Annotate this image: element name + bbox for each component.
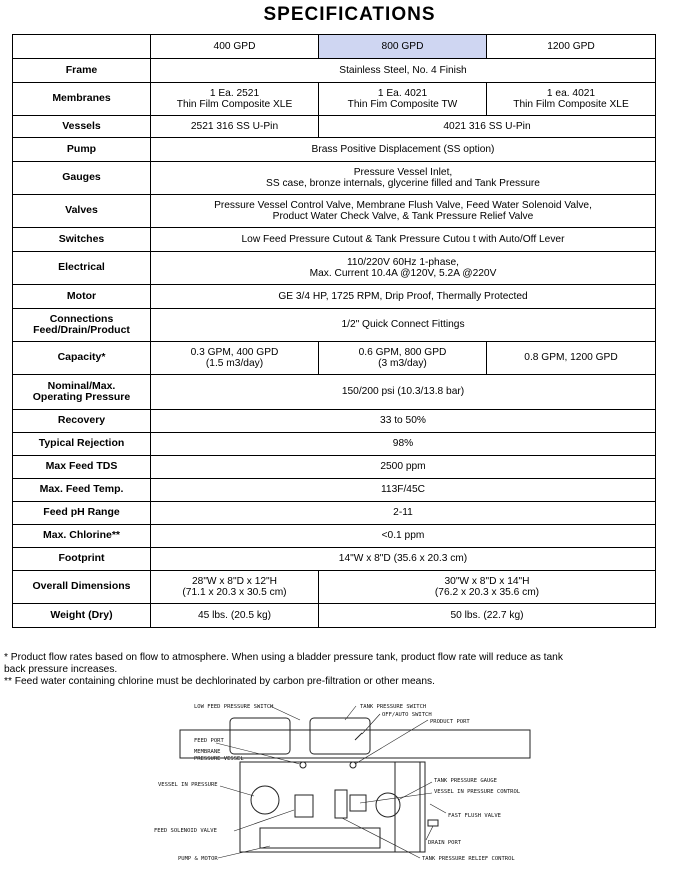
footnotes: [4, 652, 696, 688]
value-line: Max. Current 10.4A @120V, 5.2A @220V: [309, 268, 497, 279]
drain-port-shape: [428, 820, 438, 826]
row-label: Motor: [13, 285, 151, 309]
row-value: Stainless Steel, No. 4 Finish: [151, 59, 656, 83]
value-line: 28"W x 8"D x 12"H: [191, 575, 278, 587]
row-membranes: [13, 83, 656, 116]
tank-pressure-gauge-shape: [376, 793, 400, 817]
row-label: [13, 375, 151, 410]
row-valves: [13, 195, 656, 228]
off-auto-lever-shape: [355, 733, 362, 740]
row-value: 14"W x 8"D (35.6 x 20.3 cm): [151, 548, 656, 571]
label-pressure-vessel: PRESSURE VESSEL: [194, 756, 244, 762]
row-label: Pump: [13, 138, 151, 162]
value-line: 1 ea. 4021: [546, 87, 596, 99]
footnote-chlorine: ** Feed water containing chlorine must be dechlorinated by carbon pre-filtration or other means.: [4, 676, 435, 687]
control-valve-shape: [350, 795, 366, 811]
row-label: Typical Rejection: [13, 433, 151, 456]
footnote-flow-2: back pressure increases.: [4, 664, 118, 675]
row-value: [151, 162, 656, 195]
value-line: (71.1 x 20.3 x 30.5 cm): [182, 587, 287, 598]
membrane-800: [319, 83, 487, 116]
label-line: Operating Pressure: [32, 391, 131, 403]
value-line: 1 Ea. 2521: [209, 87, 260, 99]
header-row: [13, 35, 656, 59]
row-tds: [13, 456, 656, 479]
label-off-auto-switch: OFF/AUTO SWITCH: [382, 712, 432, 718]
row-value: 1/2" Quick Connect Fittings: [151, 309, 656, 342]
row-label: Frame: [13, 59, 151, 83]
value-line: 1 Ea. 4021: [377, 87, 428, 99]
weight-400: 45 lbs. (20.5 kg): [151, 604, 319, 628]
product-port-shape: [350, 762, 356, 768]
row-pressure: [13, 375, 656, 410]
leader-line: [362, 714, 380, 734]
value-line: 30"W x 8"D x 14"H: [444, 575, 530, 587]
label-tank-gauge: TANK PRESSURE GAUGE: [434, 778, 497, 784]
row-footprint: [13, 548, 656, 571]
row-value: [151, 252, 656, 285]
label-fast-flush: FAST FLUSH VALVE: [448, 813, 501, 819]
row-pump: [13, 138, 656, 162]
row-value: [151, 195, 656, 228]
leader-line: [355, 720, 428, 764]
leader-line: [360, 793, 432, 803]
row-label: Gauges: [13, 162, 151, 195]
membrane-400: [151, 83, 319, 116]
value-line: Pressure Vessel Control Valve, Membrane Flush Valve, Feed Water Solenoid Valve,: [214, 199, 592, 211]
row-switches: [13, 228, 656, 252]
leader-line: [220, 786, 254, 796]
row-vessels: [13, 116, 656, 138]
row-ph: [13, 502, 656, 525]
row-capacity: [13, 342, 656, 375]
weight-800-1200: 50 lbs. (22.7 kg): [319, 604, 656, 628]
row-label: Membranes: [13, 83, 151, 116]
value-line: Pressure Vessel Inlet,: [353, 166, 453, 178]
row-recovery: [13, 410, 656, 433]
row-label: Switches: [13, 228, 151, 252]
header-400gpd: 400 GPD: [151, 35, 319, 59]
specifications-table: [12, 34, 656, 628]
dimensions-800-1200: [319, 571, 656, 604]
value-line: Product Water Check Valve, & Tank Pressure Relief Valve: [272, 211, 534, 222]
value-line: (76.2 x 20.3 x 35.6 cm): [434, 587, 540, 598]
row-label: Max Feed TDS: [13, 456, 151, 479]
label-vessel-control: VESSEL IN PRESSURE CONTROL: [434, 789, 521, 795]
row-label: Weight (Dry): [13, 604, 151, 628]
row-value: 150/200 psi (10.3/13.8 bar): [151, 375, 656, 410]
membrane-1200: [487, 83, 656, 116]
vessel-800-1200: 4021 316 SS U-Pin: [319, 116, 656, 138]
value-line: Thin Fim Composite TW: [347, 99, 458, 110]
system-diagram: [150, 700, 550, 872]
row-label: Overall Dimensions: [13, 571, 151, 604]
label-feed-port: FEED PORT: [194, 738, 224, 744]
header-blank: [13, 35, 151, 59]
row-electrical: [13, 252, 656, 285]
value-line: 0.6 GPM, 800 GPD: [358, 346, 447, 358]
value-line: (3 m3/day): [378, 358, 427, 369]
label-product-port: PRODUCT PORT: [430, 719, 470, 725]
row-value: Low Feed Pressure Cutout & Tank Pressure Cutou t with Auto/Off Lever: [151, 228, 656, 252]
row-value: <0.1 ppm: [151, 525, 656, 548]
flush-valve-shape: [335, 790, 347, 818]
row-motor: [13, 285, 656, 309]
row-value: 113F/45C: [151, 479, 656, 502]
row-label: [13, 309, 151, 342]
row-label: Feed pH Range: [13, 502, 151, 525]
row-label: Max. Feed Temp.: [13, 479, 151, 502]
row-label: Max. Chlorine**: [13, 525, 151, 548]
label-feed-solenoid: FEED SOLENOID VALVE: [154, 828, 217, 834]
tank-pressure-switch-shape: [310, 718, 370, 754]
row-value: 33 to 50%: [151, 410, 656, 433]
feed-port-shape: [300, 762, 306, 768]
footnote-flow-1: * Product flow rates based on flow to atmosphere. When using a bladder pressure tank, product flow rate will reduce as tank: [4, 652, 563, 663]
vessel-pressure-gauge-shape: [251, 786, 279, 814]
row-value: 2-11: [151, 502, 656, 525]
value-line: 0.3 GPM, 400 GPD: [190, 346, 279, 358]
leader-line: [430, 804, 446, 813]
row-gauges: [13, 162, 656, 195]
vessel-400: 2521 316 SS U-Pin: [151, 116, 319, 138]
value-line: Thin Film Composite XLE: [176, 99, 293, 110]
row-rejection: [13, 433, 656, 456]
row-frame: [13, 59, 656, 83]
label-membrane: MEMBRANE: [194, 749, 221, 755]
row-connections: [13, 309, 656, 342]
capacity-400: [151, 342, 319, 375]
value-line: Thin Film Composite XLE: [513, 99, 629, 110]
frame-shape: [240, 762, 420, 852]
row-label: Vessels: [13, 116, 151, 138]
label-tank-switch: TANK PRESSURE SWITCH: [360, 704, 427, 710]
value-line: SS case, bronze internals, glycerine filled and Tank Pressure: [266, 178, 540, 189]
dimensions-400: [151, 571, 319, 604]
row-value: Brass Positive Displacement (SS option): [151, 138, 656, 162]
capacity-800: [319, 342, 487, 375]
label-drain-port: DRAIN PORT: [428, 840, 462, 846]
row-value: GE 3/4 HP, 1725 RPM, Drip Proof, Thermally Protected: [151, 285, 656, 309]
label-tank-relief: TANK PRESSURE RELIEF CONTROL: [422, 856, 515, 862]
row-temp: [13, 479, 656, 502]
value-line: (1.5 m3/day): [205, 358, 264, 369]
label-vessel-in-pressure: VESSEL IN PRESSURE: [158, 782, 218, 788]
label-line: Feed/Drain/Product: [33, 324, 130, 336]
row-value: 2500 ppm: [151, 456, 656, 479]
page-title: SPECIFICATIONS: [263, 4, 436, 25]
row-label: Recovery: [13, 410, 151, 433]
header-800gpd: 800 GPD: [319, 35, 487, 59]
leader-line: [426, 826, 433, 840]
row-weight: [13, 604, 656, 628]
pump-motor-shape: [260, 828, 380, 848]
row-label: Footprint: [13, 548, 151, 571]
row-label: Capacity*: [13, 342, 151, 375]
row-dimensions: [13, 571, 656, 604]
row-value: 98%: [151, 433, 656, 456]
row-chlorine: [13, 525, 656, 548]
label-line: Nominal/Max.: [47, 379, 116, 392]
value-line: 110/220V 60Hz 1-phase,: [347, 256, 459, 268]
solenoid-valve-shape: [295, 795, 313, 817]
label-low-feed-switch: LOW FEED PRESSURE SWITCH: [194, 704, 274, 710]
label-pump-motor: PUMP & MOTOR: [178, 856, 218, 862]
row-label: Valves: [13, 195, 151, 228]
header-1200gpd: 1200 GPD: [487, 35, 656, 59]
capacity-1200: 0.8 GPM, 1200 GPD: [487, 342, 656, 375]
row-label: Electrical: [13, 252, 151, 285]
label-line: Connections: [49, 312, 114, 325]
